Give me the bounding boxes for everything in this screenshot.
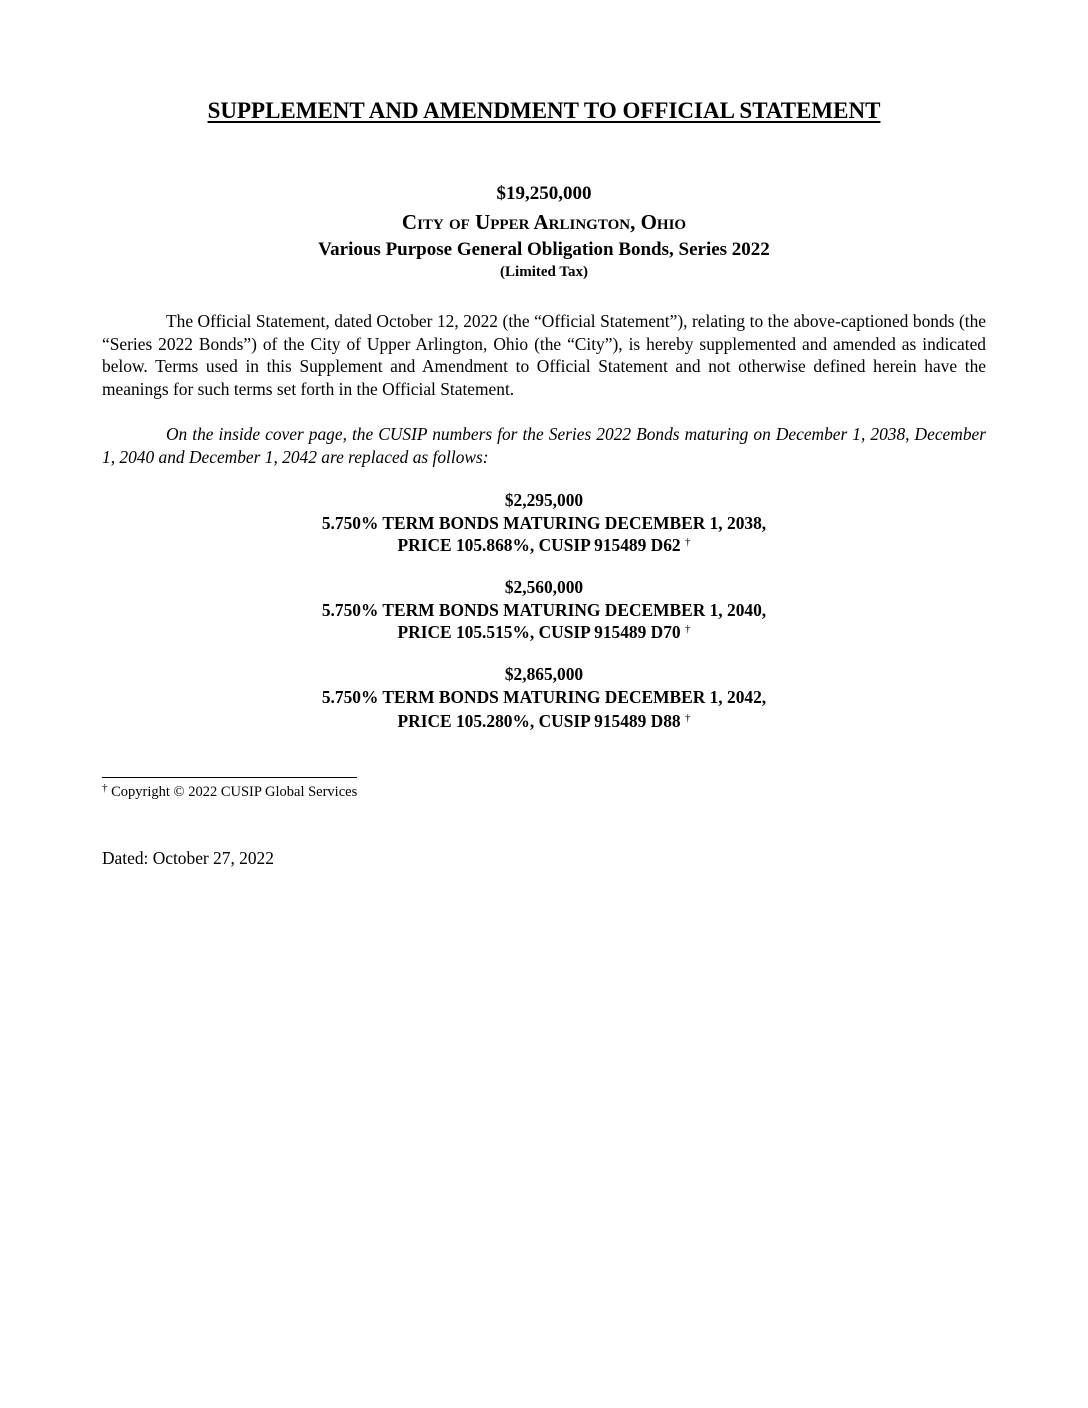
dagger-mark: † (684, 536, 691, 548)
intro-paragraph: The Official Statement, dated October 12, 2022 (the “Official Statement”), relating to the above-captioned bonds (the “Series 2022 Bonds”) of the City of Upper Arlington, Ohio (the “City”), is hereby supplemented and amended as indicated below. Terms used in this Supplement and Amendment to Official Statement and not otherwise defined herein have the meanings for such terms set forth in the Official Statement. (102, 311, 986, 399)
term-bond-amount: $2,560,000 (504, 577, 584, 597)
term-bond-maturity: 5.750% TERM BONDS MATURING DECEMBER 1, 2042, (321, 686, 767, 707)
tax-note: (Limited Tax) (500, 264, 588, 280)
footnote-text: Copyright © 2022 CUSIP Global Services (111, 784, 358, 800)
term-bond-amount: $2,865,000 (504, 664, 584, 684)
term-bond-2040 (0, 576, 1088, 644)
term-bond-price-cusip-text: PRICE 105.515%, CUSIP 915489 D70 (397, 622, 681, 642)
term-bond-maturity: 5.750% TERM BONDS MATURING DECEMBER 1, 2040, (321, 599, 767, 620)
term-bond-2038 (0, 489, 1088, 557)
dagger-mark: † (684, 623, 691, 635)
dated-line: Dated: October 27, 2022 (102, 848, 274, 868)
footnote-divider (102, 777, 357, 778)
cusip-replacement-paragraph: On the inside cover page, the CUSIP numbers for the Series 2022 Bonds maturing on December 1, 2038, December 1, 2040 and December 1, 2042 are replaced as follows: (102, 424, 986, 467)
term-bond-price-cusip (0, 710, 1088, 733)
footnote (102, 782, 357, 802)
issuer-name: City of Upper Arlington, Ohio (401, 210, 687, 234)
document-title: SUPPLEMENT AND AMENDMENT TO OFFICIAL STATEMENT (207, 98, 881, 123)
term-bond-price-cusip (0, 534, 1088, 557)
dagger-mark: † (684, 712, 691, 724)
term-bond-price-cusip-text: PRICE 105.280%, CUSIP 915489 D88 (397, 711, 681, 731)
issue-amount: $19,250,000 (496, 183, 592, 204)
footnote-dagger-mark: † (102, 782, 108, 794)
bond-series-title: Various Purpose General Obligation Bonds, Series 2022 (318, 239, 770, 260)
term-bond-price-cusip (0, 621, 1088, 644)
term-bond-maturity: 5.750% TERM BONDS MATURING DECEMBER 1, 2038, (321, 512, 767, 533)
bond-issue-header (0, 181, 1088, 282)
term-bond-2042 (0, 663, 1088, 733)
term-bond-price-cusip-text: PRICE 105.868%, CUSIP 915489 D62 (397, 535, 681, 555)
term-bond-amount: $2,295,000 (504, 490, 584, 510)
